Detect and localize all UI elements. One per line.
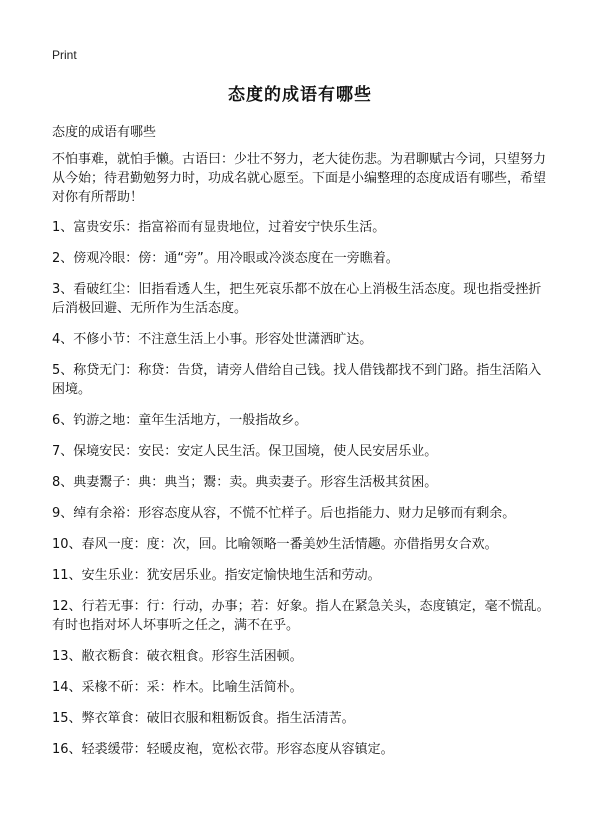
- list-item-separator: 、: [68, 742, 82, 757]
- list-item: [52, 280, 550, 318]
- list-item-number: 13: [52, 649, 69, 664]
- list-item: [52, 504, 550, 523]
- list-item: [52, 678, 550, 697]
- list-item-separator: 、: [60, 506, 74, 521]
- list-item-separator: 、: [60, 332, 74, 347]
- article-subtitle: 态度的成语有哪些: [52, 125, 157, 140]
- list-item-separator: 、: [60, 251, 74, 266]
- list-item-separator: 、: [60, 363, 74, 378]
- list-item-number: 6: [52, 413, 61, 428]
- list-item-number: 12: [52, 599, 69, 614]
- list-item-number: 11: [52, 568, 69, 583]
- list-item-text: 不修小节：不注意生活上小事。形容处世潇洒旷达。: [73, 332, 373, 347]
- list-item: [52, 361, 550, 399]
- list-item-text: 弊衣箪食：破旧衣服和粗粝饭食。指生活清苦。: [81, 711, 355, 726]
- list-item-number: 5: [52, 363, 61, 378]
- list-item-text: 采椽不斫：采：柞木。比喻生活简朴。: [81, 680, 303, 695]
- page-title: 态度的成语有哪些: [228, 85, 372, 105]
- list-item-text: 富贵安乐：指富裕而有显贵地位，过着安宁快乐生活。: [73, 220, 386, 235]
- list-item-separator: 、: [60, 220, 74, 235]
- list-item-number: 15: [52, 711, 69, 726]
- list-item: [52, 411, 550, 430]
- list-item-text: 看破红尘：旧指看透人生，把生死哀乐都不放在心上消极生活态度。现也指受挫折后消极回避、无所作为生活态度。: [52, 282, 542, 316]
- list-item-separator: 、: [68, 537, 82, 552]
- list-item: [52, 647, 550, 666]
- list-item-text: 称贷无门：称贷：告贷，请旁人借给自己钱。找人借钱都找不到门路。指生活陷入困境。: [52, 363, 542, 397]
- list-item-separator: 、: [60, 413, 74, 428]
- list-item-text: 保境安民：安民：安定人民生活。保卫国境，使人民安居乐业。: [73, 444, 438, 459]
- list-item: [52, 566, 550, 585]
- list-item: [52, 709, 550, 728]
- list-item: [52, 597, 550, 635]
- list-item-number: 3: [52, 282, 61, 297]
- list-item-text: 安生乐业：犹安居乐业。指安定愉快地生活和劳动。: [81, 568, 381, 583]
- list-item-number: 14: [52, 680, 69, 695]
- list-item-separator: 、: [68, 680, 82, 695]
- list-item-text: 钓游之地：童年生活地方，一般指故乡。: [73, 413, 308, 428]
- list-item-text: 春风一度：度：次，回。比喻领略一番美妙生活情趣。亦借指男女合欢。: [81, 537, 498, 552]
- list-item: [52, 330, 550, 349]
- list-item-number: 7: [52, 444, 61, 459]
- list-item-separator: 、: [68, 649, 82, 664]
- list-item: [52, 535, 550, 554]
- list-item-text: 典妻鬻子：典：典当；鬻：卖。典卖妻子。形容生活极其贫困。: [73, 475, 438, 490]
- list-item-text: 绰有余裕：形容态度从容，不慌不忙样子。后也指能力、财力足够而有剩余。: [73, 506, 516, 521]
- list-item-text: 傍观冷眼：傍：通“旁”。用冷眼或冷淡态度在一旁瞧着。: [73, 251, 399, 266]
- list-item-text: 行若无事：行：行动，办事；若：好象。指人在紧急关头，态度镇定，毫不慌乱。有时也指对坏人坏事听之任之，满不在乎。: [52, 599, 550, 633]
- list-item-number: 10: [52, 537, 69, 552]
- list-item-text: 敝衣粝食：破衣粗食。形容生活困顿。: [81, 649, 303, 664]
- list-item-text: 轻裘缓带：轻暖皮袍，宽松衣带。形容态度从容镇定。: [81, 742, 394, 757]
- list-item: [52, 249, 550, 268]
- list-item-separator: 、: [68, 568, 82, 583]
- list-item-number: 4: [52, 332, 61, 347]
- print-link[interactable]: Print: [52, 48, 77, 62]
- list-item-number: 8: [52, 475, 61, 490]
- list-item-number: 9: [52, 506, 61, 521]
- list-item: [52, 442, 550, 461]
- list-item: [52, 218, 550, 237]
- list-item-separator: 、: [68, 599, 82, 614]
- idiom-list: [52, 218, 550, 759]
- list-item-separator: 、: [60, 444, 74, 459]
- list-item-separator: 、: [60, 282, 74, 297]
- list-item: [52, 473, 550, 492]
- list-item-number: 2: [52, 251, 61, 266]
- list-item-separator: 、: [68, 711, 82, 726]
- list-item-separator: 、: [60, 475, 74, 490]
- list-item: [52, 740, 550, 759]
- list-item-number: 1: [52, 220, 61, 235]
- article-body: [52, 150, 550, 771]
- list-item-number: 16: [52, 742, 69, 757]
- intro-paragraph: 不怕事难，就怕手懒。古语曰：少壮不努力，老大徒伤悲。为君聊赋古今词，只望努力从今始；待君勤勉努力时，功成名就心愿至。下面是小编整理的态度成语有哪些，希望对你有所帮助！: [52, 152, 547, 205]
